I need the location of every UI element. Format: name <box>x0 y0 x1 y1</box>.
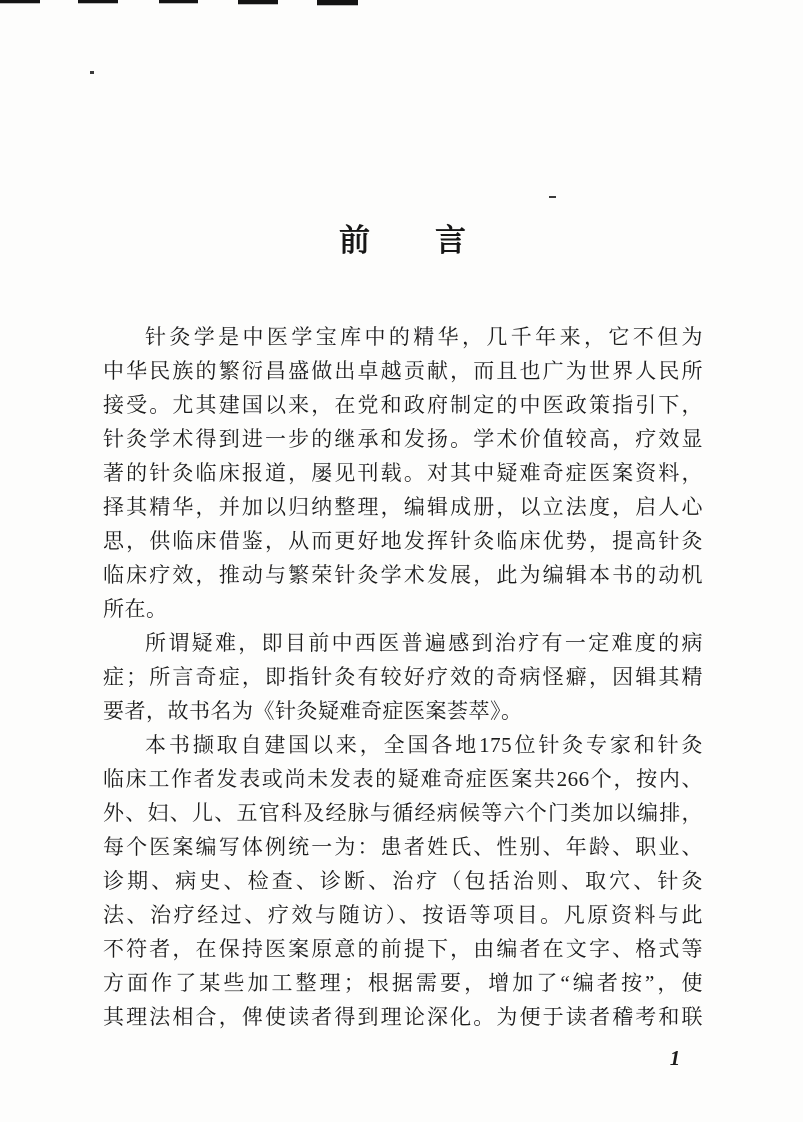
text-line: 每个医案编写体例统一为：患者姓氏、性别、年龄、职业、 <box>103 835 703 859</box>
text-line: 择其精华，并加以归纳整理，编辑成册，以立法度，启人心 <box>103 495 703 519</box>
scan-binding-mark <box>238 0 278 4</box>
scan-binding-mark <box>159 0 198 3</box>
text-line: 中华民族的繁衍昌盛做出卓越贡献，而且也广为世界人民所 <box>103 359 703 383</box>
text-line: 针灸学是中医学宝库中的精华，几千年来，它不但为 <box>145 325 703 349</box>
text-line: 临床工作者发表或尚未发表的疑难奇症医案共266个，按内、 <box>103 767 703 791</box>
text-line: 思，供临床借鉴，从而更好地发挥针灸临床优势，提高针灸 <box>103 529 703 553</box>
text-line: 其理法相合，俾使读者得到理论深化。为便于读者稽考和联 <box>103 1005 703 1029</box>
text-line: 本书撷取自建国以来，全国各地175位针灸专家和针灸 <box>145 733 703 757</box>
text-line: 方面作了某些加工整理；根据需要，增加了“编者按”，使 <box>103 971 703 995</box>
text-line: 著的针灸临床报道，屡见刊载。对其中疑难奇症医案资料， <box>103 461 703 485</box>
text-line: 针灸学术得到进一步的继承和发扬。学术价值较高，疗效显 <box>103 427 703 451</box>
text-line: 诊期、病史、检查、诊断、治疗（包括治则、取穴、针灸 <box>103 869 703 893</box>
page-number: 1 <box>669 1046 681 1070</box>
text-line: 临床疗效，推动与繁荣针灸学术发展，此为编辑本书的动机 <box>103 563 703 587</box>
body-text <box>103 320 703 1034</box>
scan-binding-mark <box>317 0 358 5</box>
text-line: 法、治疗经过、疗效与随访）、按语等项目。凡原资料与此 <box>103 903 703 927</box>
text-line: 要者，故书名为《针灸疑难奇症医案荟萃》。 <box>103 699 523 723</box>
text-line: 外、妇、儿、五官科及经脉与循经病候等六个门类加以编排， <box>103 801 703 825</box>
scan-binding-mark <box>0 0 40 3</box>
scan-speck <box>549 196 556 198</box>
text-line: 不符者，在保持医案原意的前提下，由编者在文字、格式等 <box>103 937 703 961</box>
scan-binding-mark <box>78 0 118 3</box>
text-line: 症；所言奇症，即指针灸有较好疗效的奇病怪癖，因辑其精 <box>103 665 703 689</box>
text-line: 接受。尤其建国以来，在党和政府制定的中医政策指引下， <box>103 393 703 417</box>
scan-speck <box>90 71 94 74</box>
page-title: 前 言 <box>339 223 467 258</box>
text-line: 所在。 <box>103 597 168 621</box>
text-line: 所谓疑难，即目前中西医普遍感到治疗有一定难度的病 <box>145 631 703 655</box>
